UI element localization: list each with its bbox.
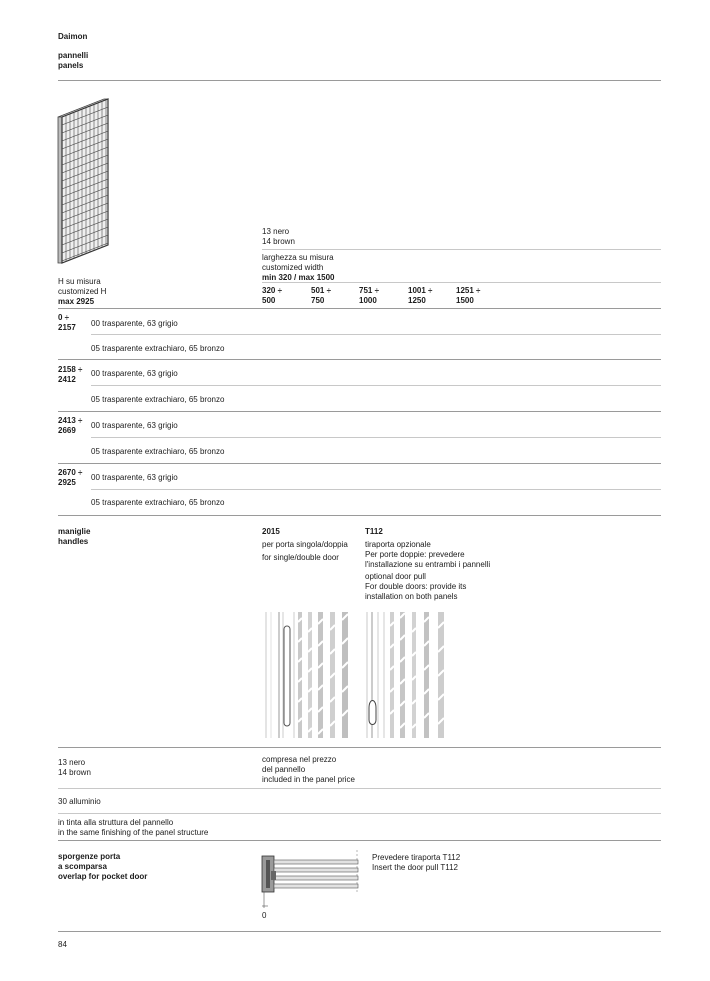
divider: [58, 840, 661, 841]
price-line: compresa nel prezzo: [262, 755, 337, 764]
height-spec: [58, 277, 106, 307]
width-from: 1001 ÷: [408, 286, 433, 295]
handle-2015-desc-it: per porta singola/doppia: [262, 540, 348, 549]
height-row-1-finish-1: 00 trasparente, 63 grigio: [91, 319, 178, 328]
height-from: 2413 ÷: [58, 416, 83, 425]
same-finish-it: in tinta alla struttura del pannello: [58, 818, 174, 827]
desc-line: installation on both panels: [365, 592, 458, 601]
width-label-it: larghezza su misura: [262, 253, 334, 262]
handle-t112-desc-it: [365, 540, 490, 570]
overlap-title-line: sporgenze porta: [58, 852, 121, 861]
same-finish-en: in the same finishing of the panel structure: [58, 828, 209, 837]
height-row-4-finish-1: 00 trasparente, 63 grigio: [91, 473, 178, 482]
divider: [91, 334, 661, 335]
desc-line: l'installazione su entrambi i pannelli: [365, 560, 491, 569]
desc-line: For double doors: provide its: [365, 582, 467, 591]
width-column-4: [408, 286, 432, 306]
width-spec: [262, 253, 335, 283]
width-column-5: [456, 286, 480, 306]
section-title-it: pannelli: [58, 51, 89, 60]
divider: [262, 249, 661, 250]
width-from: 751 ÷: [359, 286, 379, 295]
width-column-1: [262, 286, 282, 306]
divider: [58, 359, 661, 360]
divider: [58, 788, 661, 789]
desc-line: tiraporta opzionale: [365, 540, 431, 549]
height-row-3-finish-1: 00 trasparente, 63 grigio: [91, 421, 178, 430]
handles-title: [58, 527, 90, 547]
overlap-note: [372, 853, 460, 873]
height-from: 2670 ÷: [58, 468, 83, 477]
height-from: 2158 ÷: [58, 365, 83, 374]
overlap-note-it: Prevedere tiraporta T112: [372, 853, 461, 862]
divider: [91, 489, 661, 490]
height-to: 2157: [58, 323, 76, 332]
width-label-en: customized width: [262, 263, 324, 272]
color-brown: 14 brown: [58, 768, 91, 777]
price-line: del pannello: [262, 765, 306, 774]
handle-colors: [58, 758, 91, 778]
overlap-note-en: Insert the door pull T112: [372, 863, 458, 872]
handles-title-en: handles: [58, 537, 89, 546]
divider: [58, 411, 661, 412]
divider: [58, 747, 661, 748]
width-from: 320 ÷: [262, 286, 282, 295]
height-to: 2925: [58, 478, 76, 487]
divider: [262, 282, 661, 283]
divider: [58, 308, 661, 309]
handles-title-it: maniglie: [58, 527, 91, 536]
handle-2015-code: 2015: [262, 527, 280, 536]
height-row-2-finish-1: 00 trasparente, 63 grigio: [91, 369, 178, 378]
section-title-en: panels: [58, 61, 84, 70]
aluminium-finish: 30 alluminio: [58, 797, 101, 806]
width-range: min 320 / max 1500: [262, 273, 335, 282]
height-row-4-range: [58, 468, 82, 488]
divider: [58, 463, 661, 464]
height-row-4-finish-2: 05 trasparente extrachiaro, 65 bronzo: [91, 498, 225, 507]
height-label-it: H su misura: [58, 277, 101, 286]
overlap-section-drawing: [258, 848, 363, 910]
handle-2015-desc-en: for single/double door: [262, 553, 339, 562]
overlap-title-line: a scomparsa: [58, 862, 107, 871]
overlap-title-line: overlap for pocket door: [58, 872, 148, 881]
desc-line: Per porte doppie: prevedere: [365, 550, 465, 559]
height-row-3-finish-2: 05 trasparente extrachiaro, 65 bronzo: [91, 447, 225, 456]
divider: [91, 437, 661, 438]
width-to: 1000: [359, 296, 377, 305]
handle-2015-illustration: [262, 612, 354, 738]
panel-illustration: [56, 95, 114, 267]
footer-divider: [58, 931, 661, 932]
height-label-en: customized H: [58, 287, 107, 296]
height-row-2-range: [58, 365, 82, 385]
overlap-zero-label: 0: [262, 911, 267, 920]
color-black: 13 nero: [58, 758, 86, 767]
height-row-3-range: [58, 416, 82, 436]
divider: [91, 385, 661, 386]
height-row-1-range: [58, 313, 76, 333]
color-black: 13 nero: [262, 227, 290, 236]
color-brown: 14 brown: [262, 237, 295, 246]
divider: [58, 813, 661, 814]
width-column-3: [359, 286, 379, 306]
width-to: 1250: [408, 296, 426, 305]
price-note: [262, 755, 355, 785]
height-row-2-finish-2: 05 trasparente extrachiaro, 65 bronzo: [91, 395, 225, 404]
height-to: 2412: [58, 375, 76, 384]
handle-t112-illustration: [364, 612, 456, 738]
desc-line: optional door pull: [365, 572, 426, 581]
handle-t112-code: T112: [365, 527, 383, 536]
height-row-1-finish-2: 05 trasparente extrachiaro, 65 bronzo: [91, 344, 225, 353]
header-divider: [58, 80, 661, 81]
width-from: 501 ÷: [311, 286, 331, 295]
handle-t112-desc-en: [365, 572, 466, 602]
same-finish-note: [58, 818, 208, 838]
frame-colors: [262, 227, 295, 247]
width-to: 1500: [456, 296, 474, 305]
height-from: 0 ÷: [58, 313, 70, 322]
price-line: included in the panel price: [262, 775, 355, 784]
page-number: 84: [58, 940, 67, 949]
section-title: [58, 51, 88, 71]
width-to: 500: [262, 296, 276, 305]
overlap-title: [58, 852, 147, 882]
divider: [58, 515, 661, 516]
height-to: 2669: [58, 426, 76, 435]
brand-name: Daimon: [58, 32, 88, 41]
width-column-2: [311, 286, 331, 306]
width-from: 1251 ÷: [456, 286, 481, 295]
width-to: 750: [311, 296, 325, 305]
height-max: max 2925: [58, 297, 95, 306]
